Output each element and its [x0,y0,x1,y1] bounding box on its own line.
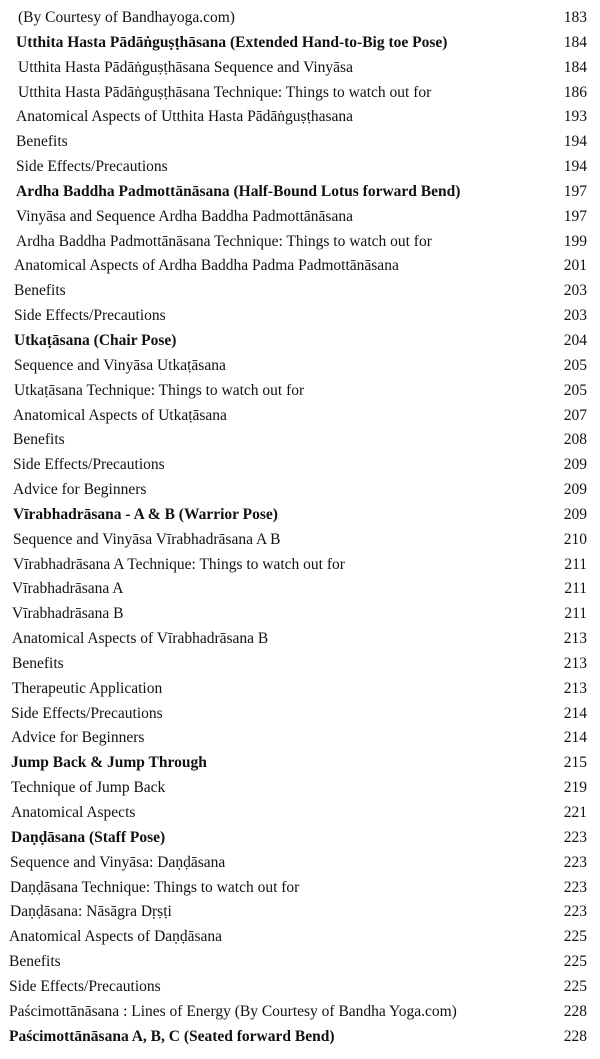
toc-entry-title: Side Effects/Precautions [13,456,165,474]
toc-entry [0,801,600,826]
toc-page-number: 193 [563,108,587,126]
toc-entry-title: Vīrabhadrāsana A [12,580,124,598]
toc-section-heading [0,503,600,528]
toc-page-number: 225 [563,953,587,971]
toc-entry-title: Sequence and Vinyāsa: Daṇḍāsana [10,853,226,871]
toc-entry [0,205,600,230]
toc-page-number: 214 [563,729,587,747]
toc-entry [0,975,600,1000]
toc-entry-title: Benefits [16,133,68,151]
toc-entry-title: Ardha Baddha Padmottānāsana Technique: Things to watch out for [16,232,432,250]
toc-entry [0,478,600,503]
toc-page-number: 211 [564,580,587,598]
toc-section-heading [0,751,600,776]
toc-entry [0,602,600,627]
toc-page-number: 211 [564,605,587,623]
toc-page-number: 214 [563,704,587,722]
toc-entry-title: Ardha Baddha Padmottānāsana (Half-Bound Lotus forward Bend) [16,182,461,200]
toc-entry-title: Benefits [13,431,65,449]
toc-entry-title: Paścimottānāsana : Lines of Energy (By Courtesy of Bandha Yoga.com) [9,1002,457,1020]
toc-page-number: 183 [563,9,587,26]
toc-entry [0,155,600,180]
toc-section-heading [0,1025,600,1050]
toc-entry [0,950,600,975]
toc-entry-title: Utthita Hasta Pādāṅguṣṭhāsana Sequence and Vinyāsa [18,58,353,76]
toc-entry-title: Utthita Hasta Pādāṅguṣṭhāsana (Extended Hand-to-Big toe Pose) [16,33,448,51]
toc-entry [0,130,600,155]
toc-entry-title: Daṇḍāsana Technique: Things to watch out for [10,878,300,896]
toc-page-number: 205 [563,356,587,374]
toc-entry-title: Benefits [12,654,64,672]
toc-entry [0,428,600,453]
toc-entry-title: Anatomical Aspects [11,804,136,821]
toc-page-number: 197 [563,182,587,200]
toc-entry [0,453,600,478]
toc-entry-title: Vīrabhadrāsana B [12,605,124,623]
toc-section-heading [0,826,600,851]
toc-entry-title: Benefits [14,282,66,300]
toc-entry-title: Vinyāsa and Sequence Ardha Baddha Padmottānāsana [16,207,353,225]
toc-entry [0,105,600,130]
toc-page-number: 204 [563,331,587,349]
toc-page-number: 221 [563,804,587,821]
toc-page-number: 199 [563,232,587,250]
toc-entry-title: (By Courtesy of Bandhayoga.com) [18,9,235,26]
toc-page-number: 211 [564,555,587,573]
toc-entry-title: Anatomical Aspects of Utkaṭāsana [13,406,227,424]
toc-page-number: 209 [563,505,587,523]
toc-page-number: 219 [563,779,587,797]
toc-entry [0,577,600,602]
toc-entry [0,254,600,279]
toc-entry [0,726,600,751]
toc-page-number: 201 [563,257,587,275]
toc-entry-title: Advice for Beginners [13,481,147,499]
toc-entry [0,925,600,950]
toc-entry [0,702,600,727]
toc-page-number: 225 [563,977,587,995]
toc-page-number: 205 [563,381,587,399]
toc-page-number: 223 [563,903,587,921]
toc-page-number: 203 [563,282,587,300]
toc-page-number: 223 [563,878,587,896]
toc-entry [0,876,600,901]
toc-entry-title: Side Effects/Precautions [16,158,168,176]
toc-page-number: 215 [563,754,587,772]
toc-page-number: 225 [563,928,587,946]
toc-entry-title: Benefits [9,953,61,971]
toc-section-heading [0,31,600,56]
toc-entry [0,404,600,429]
toc-entry [0,553,600,578]
toc-entry-title: Utkaṭāsana (Chair Pose) [14,331,177,349]
toc-page-number: 213 [563,679,587,697]
toc-section-heading [0,329,600,354]
toc-page-number: 186 [563,83,587,101]
toc-page-number: 213 [563,630,587,648]
toc-entry [0,354,600,379]
toc-entry [0,279,600,304]
toc-entry-title: Anatomical Aspects of Ardha Baddha Padma Padmottānāsana [14,257,399,275]
toc-page-number: 228 [563,1002,587,1020]
toc-entry-title: Technique of Jump Back [11,779,166,797]
toc-entry [0,304,600,329]
toc-entry [0,1000,600,1025]
toc-entry-title: Vīrabhadrāsana A Technique: Things to watch out for [13,555,345,573]
toc-page-number: 207 [563,406,587,424]
toc-page-number: 184 [563,33,587,51]
toc-entry [0,6,600,31]
toc-page-number: 209 [563,456,587,474]
toc-page-number: 184 [563,58,587,76]
toc-page-number: 194 [563,158,587,176]
toc-page-number: 210 [563,530,587,548]
toc-page-number: 213 [563,654,587,672]
toc-entry [0,56,600,81]
toc-entry-title: Vīrabhadrāsana - A & B (Warrior Pose) [13,505,278,523]
toc-entry [0,379,600,404]
toc-entry-title: Sequence and Vinyāsa Utkaṭāsana [14,356,226,374]
toc-section-heading [0,180,600,205]
toc-entry-title: Daṇḍāsana (Staff Pose) [11,828,166,846]
toc-entry [0,677,600,702]
toc-entry [0,528,600,553]
toc-entry [0,652,600,677]
toc-page-number: 203 [563,307,587,325]
toc-entry [0,776,600,801]
toc-entry-title: Side Effects/Precautions [9,977,161,995]
toc-page-number: 209 [563,481,587,499]
toc-entry-title: Therapeutic Application [12,679,163,697]
toc-entry [0,81,600,106]
toc-entry [0,627,600,652]
toc-entry [0,900,600,925]
toc-entry [0,851,600,876]
toc-entry-title: Jump Back & Jump Through [11,754,207,772]
toc-entry-title: Anatomical Aspects of Daṇḍāsana [9,928,223,946]
toc-page-number: 208 [563,431,587,449]
toc-entry-title: Utkaṭāsana Technique: Things to watch out for [14,381,305,399]
toc-entry-title: Side Effects/Precautions [14,307,166,325]
toc-entry [0,230,600,255]
toc-entry-title: Paścimottānāsana A, B, C (Seated forward Bend) [9,1027,335,1045]
toc-entry-title: Advice for Beginners [11,729,145,747]
toc-entry-title: Utthita Hasta Pādāṅguṣṭhāsana Technique: Things to watch out for [18,83,432,101]
toc-entry-title: Daṇḍāsana: Nāsāgra Dṛṣṭi [10,903,172,921]
toc-entry-title: Anatomical Aspects of Vīrabhadrāsana B [12,630,269,648]
toc-page-number: 223 [563,828,587,846]
toc-page-number: 223 [563,853,587,871]
toc-entry-title: Anatomical Aspects of Utthita Hasta Pādāṅguṣṭhasana [16,108,354,126]
toc-page-number: 228 [563,1027,587,1045]
toc-entry-title: Side Effects/Precautions [11,704,163,722]
toc-page-number: 194 [563,133,587,151]
toc-entry-title: Sequence and Vinyāsa Vīrabhadrāsana A B [13,530,281,548]
toc-page-number: 197 [563,207,587,225]
